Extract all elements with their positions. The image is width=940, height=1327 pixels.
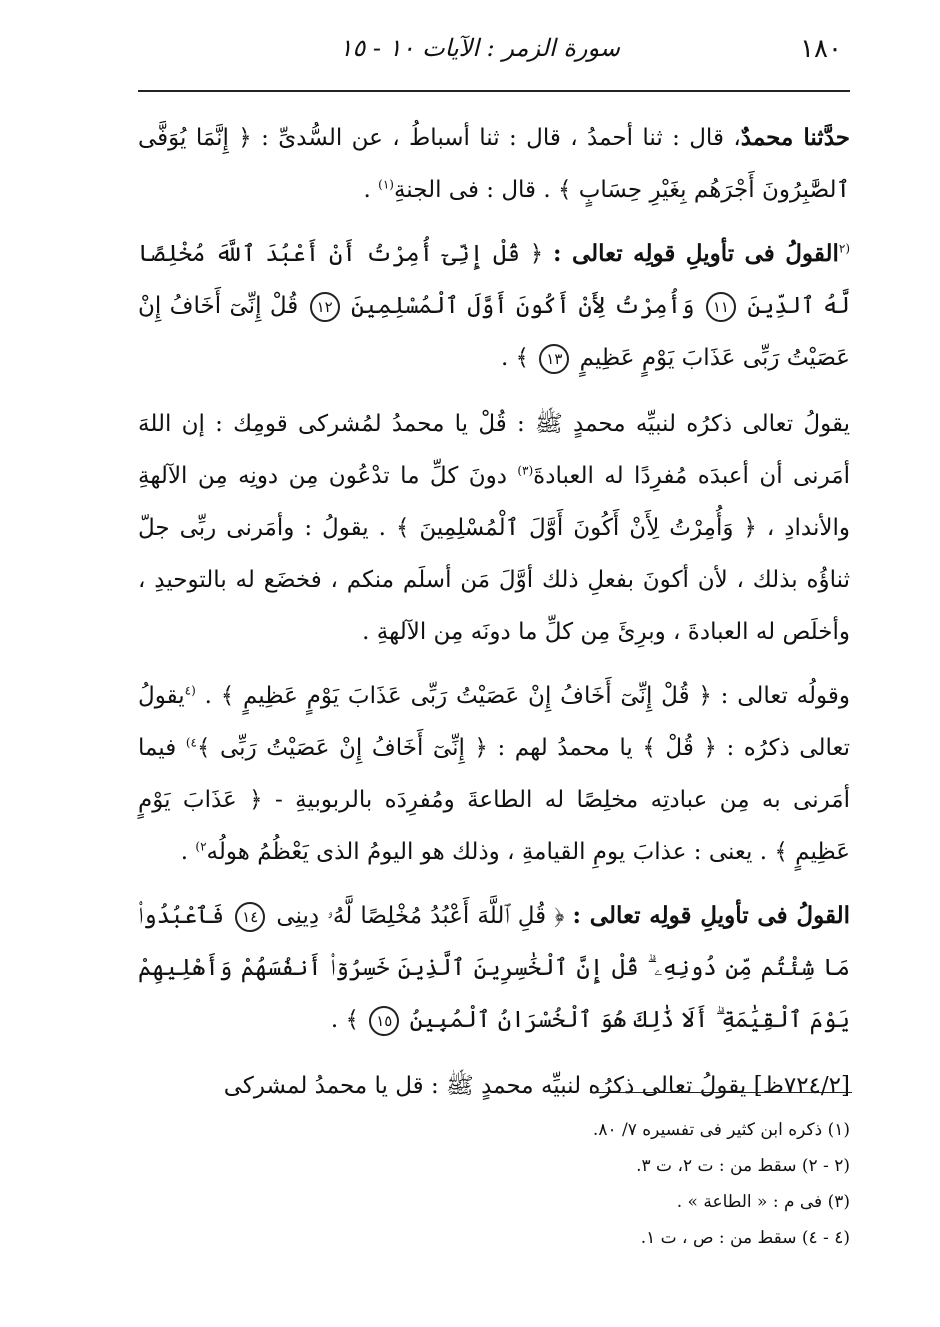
footnote-3: (٣) فى م : « الطاعة » . bbox=[676, 1192, 850, 1212]
header-rule bbox=[138, 90, 850, 92]
verse-number-14: ١٤ bbox=[235, 902, 265, 932]
page-number: ١٨٠ bbox=[800, 34, 842, 64]
footnote-ref-2-close: ٢) bbox=[195, 839, 207, 854]
paragraph-3-text-b: دونَ كلِّ ما تدْعُون مِن دونِه مِن الآلهةِ والأندادِ ، ﴿ وَأُمِرْتُ لِأَنْ أَكُونَ أَوَّلَ ٱلْمُسْلِمِينَ ﴾ . يقولُ : وأمَرنى ربِّى جلّ ثناؤُه بذلك ، لأن أكونَ بفعلِ ذلك أوَّلَ مَن أسلَم منكم ، فخضَع له بالتوحيدِ ، وأخلَص له العبادةَ ، وبرِئَ مِن كلِّ ما دونَه مِن الآلهةِ . bbox=[138, 463, 850, 645]
verse-12: وَأُمِرْتُ لِأَنْ أَكُونَ أَوَّلَ ٱلْمُسْلِمِينَ bbox=[351, 293, 695, 319]
verse-number-11: ١١ bbox=[706, 292, 736, 322]
footnote-ref-4-open: (٤ bbox=[184, 683, 196, 698]
verse-14: ﴿ قُلِ ٱللَّهَ أَعْبُدُ مُخْلِصًا لَّهُۥ دِينِى bbox=[276, 903, 565, 929]
paragraph-1-end: . bbox=[363, 177, 379, 203]
footnote-2: (٢ - ٢) سقط من : ت ٢، ت ٣. bbox=[636, 1156, 850, 1176]
verse-number-15: ١٥ bbox=[369, 1006, 399, 1036]
manuscript-marker: [٧٢٤/٢ظ] bbox=[753, 1073, 850, 1099]
paragraph-6-text: يقولُ تعالى ذكرُه لنبيِّه محمدٍ ﷺ : قل يا محمدُ لمشركى bbox=[223, 1073, 754, 1099]
paragraph-2 bbox=[138, 228, 850, 384]
paragraph-4 bbox=[138, 670, 850, 878]
section-heading-2: القولُ فى تأويلِ قولِه تعالى : bbox=[572, 902, 850, 929]
running-title: سورة الزمر : الآيات ١٠ - ١٥ bbox=[339, 34, 620, 62]
footnote-rule bbox=[590, 1092, 852, 1093]
paragraph-4-end: . bbox=[180, 839, 196, 865]
page-header bbox=[138, 28, 850, 84]
footnote-ref-2-open: (٢ bbox=[838, 241, 850, 256]
paragraph-4-text-a: وقولُه تعالى : ﴿ قُلْ إِنِّىٓ أَخَافُ إِنْ عَصَيْتُ رَبِّى عَذَابَ يَوْمٍ عَظِيمٍ ﴾ . bbox=[195, 683, 850, 709]
verse-number-13: ١٣ bbox=[539, 344, 569, 374]
paragraph-3-text-a: يقولُ تعالى ذكرُه لنبيِّه محمدٍ ﷺ : قُلْ يا محمدُ لمُشركى قومِك : إن اللهَ أمَرنى أن أعبدَه مُفرِدًا له العبادةَ bbox=[138, 411, 850, 489]
paragraph-1 bbox=[138, 112, 850, 216]
paragraph-5-end: ﴾ . bbox=[330, 1007, 359, 1033]
verse-number-12: ١٢ bbox=[310, 292, 340, 322]
verse-15: فَٱعْبُدُوا۟ مَا شِئْتُم مِّن دُونِهِۦ ۗ قُلْ إِنَّ ٱلْخَٰسِرِينَ ٱلَّذِينَ خَسِرُوٓا۟ أَنفُسَهُمْ وَأَهْلِيهِمْ يَوْمَ ٱلْقِيَٰمَةِ ۗ أَلَا ذَٰلِكَ هُوَ ٱلْخُسْرَانُ ٱلْمُبِينُ bbox=[138, 903, 850, 1033]
paragraph-4-text-b: يقولُ تعالى ذكرُه : ﴿ قُلْ ﴾ يا محمدُ لهم : ﴿ إِنِّىٓ أَخَافُ إِنْ عَصَيْتُ رَبِّى ﴾ bbox=[138, 683, 850, 761]
section-heading-1: القولُ فى تأويلِ قولِه تعالى : bbox=[553, 240, 839, 267]
footnote-ref-1: (١) bbox=[378, 177, 394, 192]
paragraph-5 bbox=[138, 890, 850, 1046]
main-text bbox=[138, 112, 850, 1124]
footnote-4: (٤ - ٤) سقط من : ص ، ت ١. bbox=[640, 1228, 850, 1248]
isnad-lead: حدَّثنا محمدٌ bbox=[740, 124, 850, 151]
paragraph-4-text-c: فيما أمَرنى به مِن عبادتِه مخلِصًا له الطاعةَ ومُفرِدَه بالربوبيةِ - ﴿ عَذَابَ يَوْمٍ عَظِيمٍ ﴾ . يعنى : عذابَ يومِ القيامةِ ، وذلك هو اليومُ الذى يَعْظُمُ هولُه bbox=[138, 735, 850, 865]
footnote-ref-3: (٣) bbox=[517, 463, 534, 478]
paragraph-1-text: ، قال : ثنا أحمدُ ، قال : ثنا أسباطُ ، عن السُّدىِّ : ﴿ إِنَّمَا يُوَفَّى ٱلصَّٰبِرُونَ أَجْرَهُم بِغَيْرِ حِسَابٍ ﴾ . قال : فى الجنةِ bbox=[138, 125, 850, 203]
footnote-ref-4-close: ٤) bbox=[185, 735, 197, 750]
verse-11: ﴿ قُلْ إِنِّىٓ أُمِرْتُ أَنْ أَعْبُدَ ٱللَّهَ مُخْلِصًا لَّهُ ٱلدِّينَ bbox=[138, 241, 851, 319]
paragraph-2-end: ﴾ . bbox=[500, 345, 530, 371]
paragraph-3 bbox=[138, 398, 850, 658]
footnotes bbox=[138, 1112, 850, 1256]
footnote-1: (١) ذكره ابن كثير فى تفسيره ٧/ ٨٠. bbox=[592, 1120, 850, 1140]
verse-13: قُلْ إِنِّىٓ أَخَافُ إِنْ عَصَيْتُ رَبِّى عَذَابَ يَوْمٍ عَظِيمٍ bbox=[138, 293, 850, 371]
paragraph-6 bbox=[138, 1060, 850, 1112]
